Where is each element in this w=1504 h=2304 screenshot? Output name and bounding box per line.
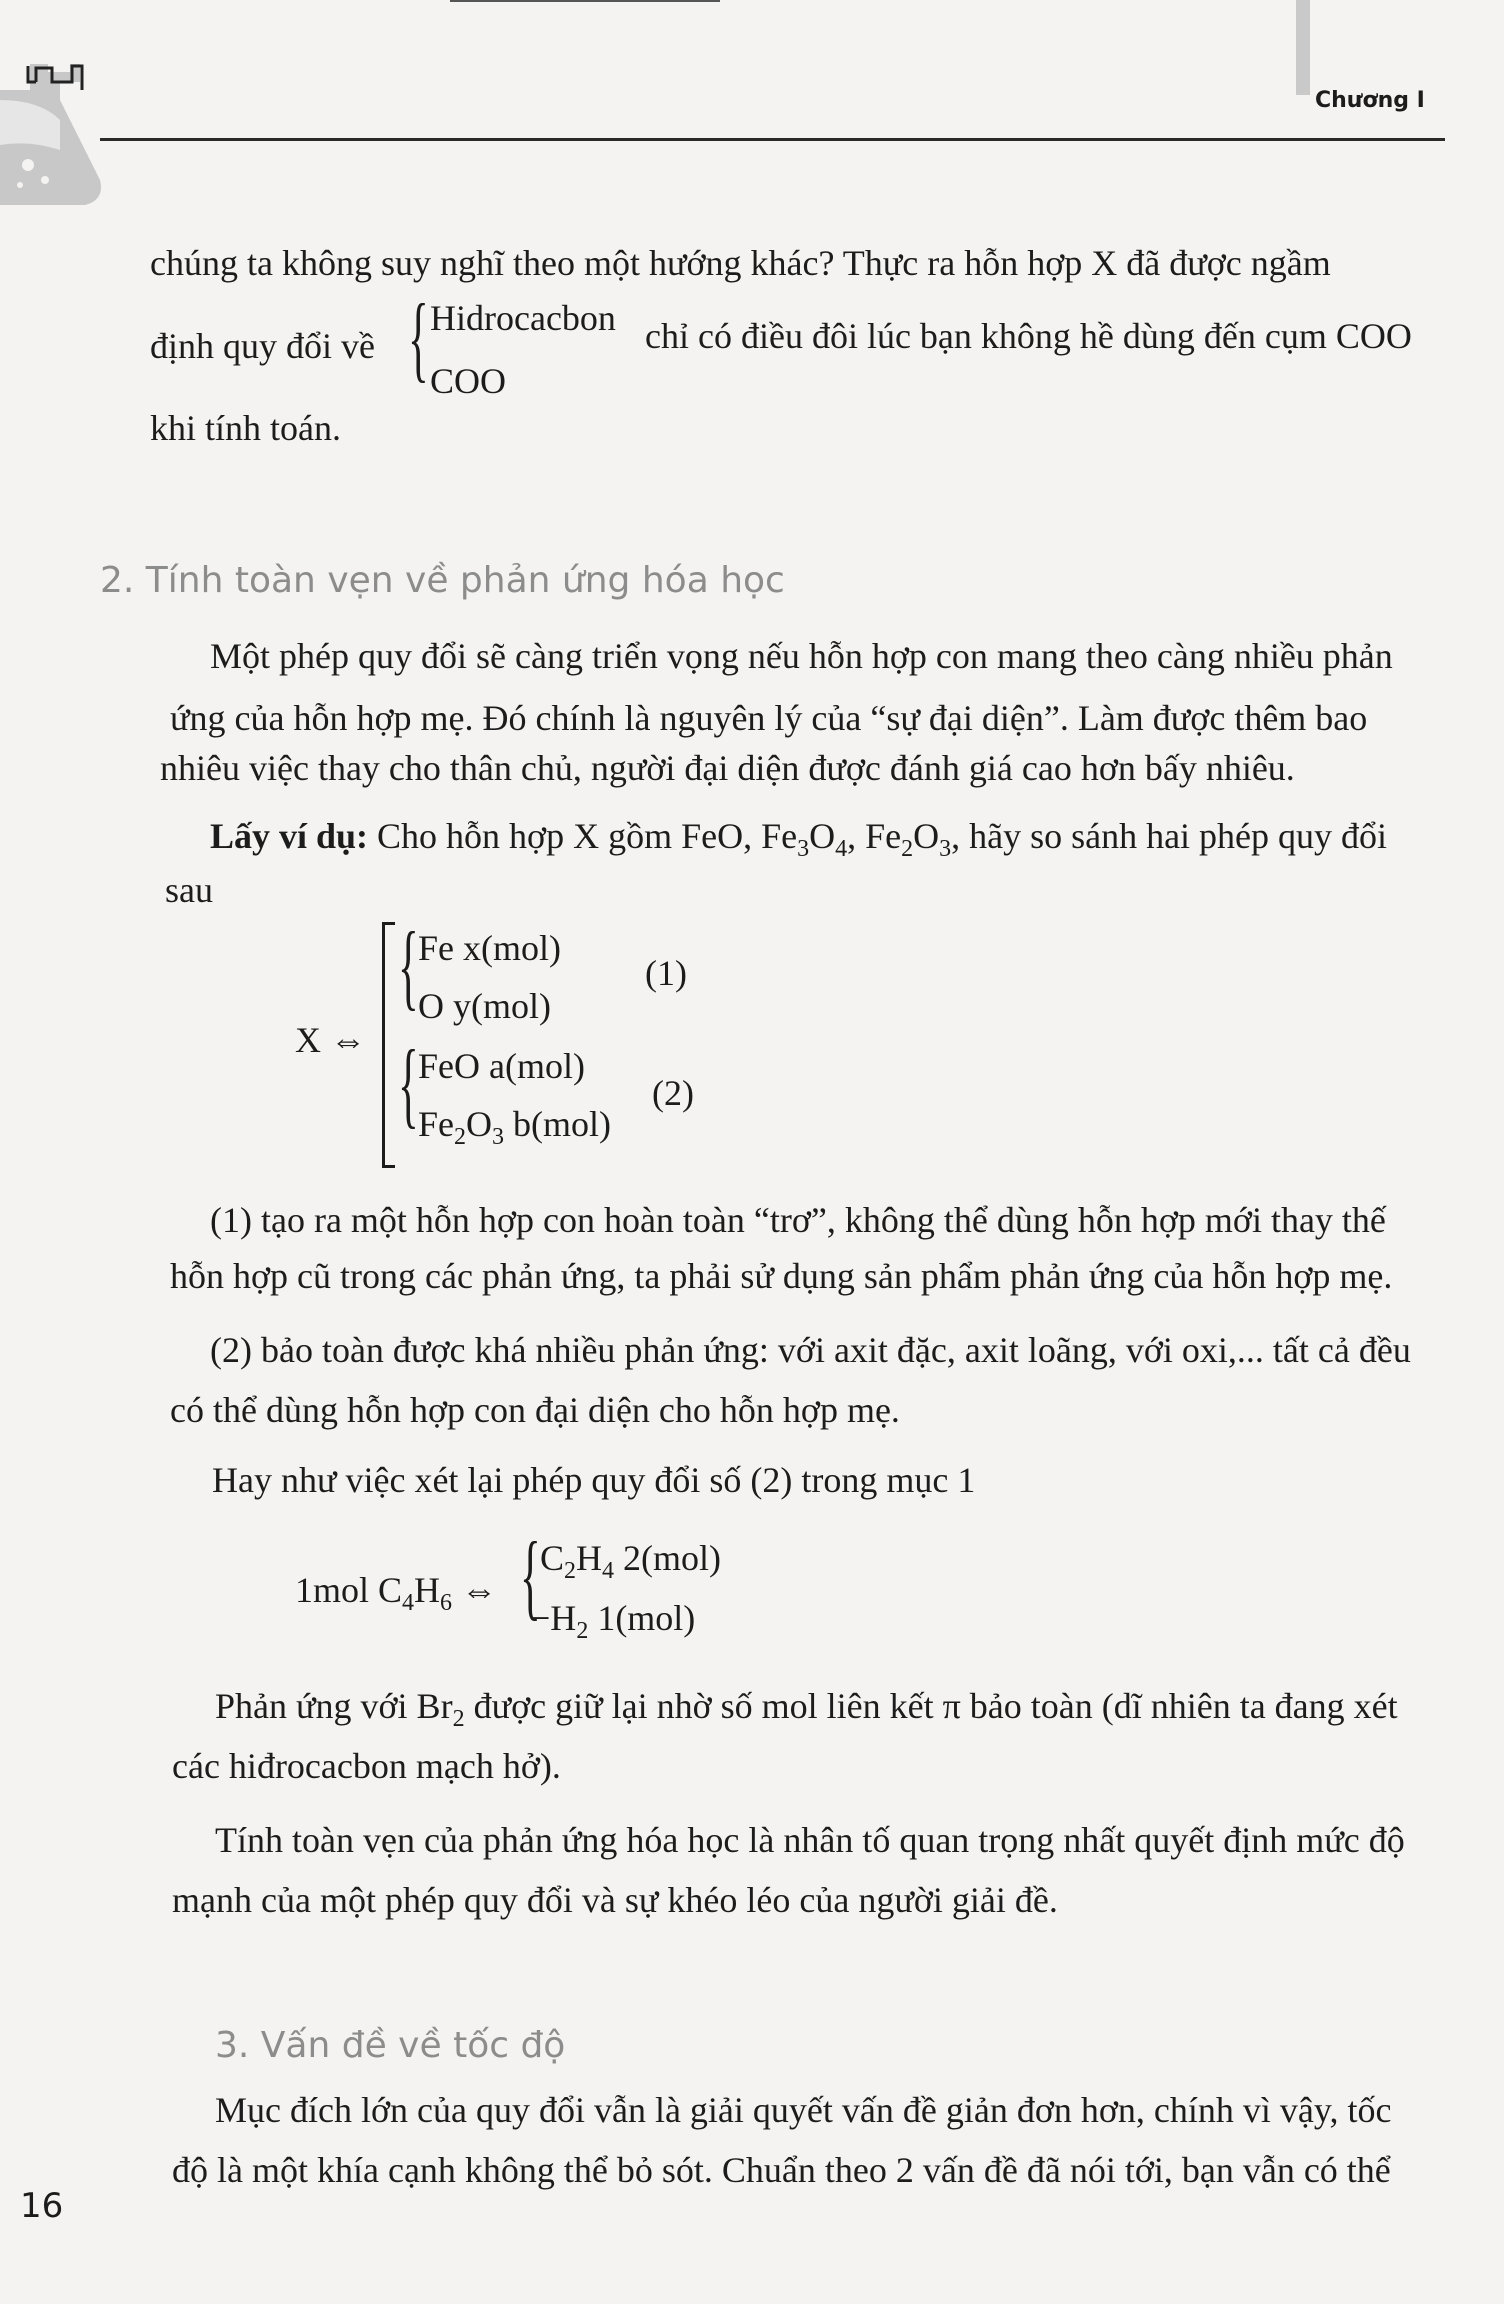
s2-p4: Hay như việc xét lại phép quy đổi số (2) trong mục 1 bbox=[212, 1460, 976, 1500]
eq-x: X ⇔ bbox=[295, 1020, 366, 1060]
eq2-brace: { bbox=[398, 1030, 419, 1137]
eq3-top: $C_2H_4$ 2(mol) bbox=[540, 1538, 721, 1585]
s2-p1-line-1: Một phép quy đổi sẽ càng triển vọng nếu hỗn hợp con mang theo càng nhiều phản bbox=[210, 636, 1393, 676]
flask-icon bbox=[0, 60, 110, 210]
intro-line-2-post: chỉ có điều đôi lúc bạn không hề dùng đến cụm COO bbox=[645, 316, 1412, 356]
chapter-tab bbox=[1296, 0, 1310, 95]
page-number: 16 bbox=[20, 2186, 64, 2226]
eq2-line-b: $Fe_2O_3$ b(mol) bbox=[418, 1104, 611, 1151]
eq1-brace: { bbox=[398, 912, 419, 1019]
eq-bracket bbox=[382, 922, 395, 1168]
eq2-label: (2) bbox=[652, 1073, 694, 1113]
s3-p1-line-1: Mục đích lớn của quy đổi vẫn là giải quyết vấn đề giản đơn hơn, chính vì vậy, tốc bbox=[215, 2090, 1392, 2130]
s2-p5-line-2: các hiđrocacbon mạch hở). bbox=[172, 1746, 561, 1786]
s2-example-line-1: Lấy ví dụ: Cho hỗn hợp X gồm FeO, $Fe_3O_4$, $Fe_2O_3$, hãy so sánh hai phép quy đổi bbox=[210, 816, 1388, 863]
example-label: Lấy ví dụ: bbox=[210, 816, 369, 856]
s2-p1-line-2: ứng của hỗn hợp mẹ. Đó chính là nguyên lý của “sự đại diện”. Làm được thêm bao bbox=[170, 698, 1368, 738]
section-3-heading: 3. Vấn đề về tốc độ bbox=[215, 2025, 566, 2066]
section-2-heading: 2. Tính toàn vẹn về phản ứng hóa học bbox=[100, 560, 785, 601]
eq3-left: 1mol $C_4H_6$ ⇔ bbox=[295, 1570, 498, 1617]
top-rule bbox=[450, 0, 720, 2]
intro-line-3: khi tính toán. bbox=[150, 408, 341, 448]
s2-example-line-2: sau bbox=[165, 870, 213, 910]
intro-line-1: chúng ta không suy nghĩ theo một hướng khác? Thực ra hỗn hợp X đã được ngầm bbox=[150, 243, 1331, 283]
s2-p2-line-2: hỗn hợp cũ trong các phản ứng, ta phải sử dụng sản phẩm phản ứng của hỗn hợp mẹ. bbox=[170, 1256, 1393, 1296]
header-rule bbox=[100, 138, 1445, 141]
eq1-line-a: Fe x(mol) bbox=[418, 928, 561, 968]
eq1-label: (1) bbox=[645, 953, 687, 993]
s2-p1-line-3: nhiêu việc thay cho thân chủ, người đại diện được đánh giá cao hơn bấy nhiêu. bbox=[160, 748, 1295, 788]
eq3-bottom: $-H_2$ 1(mol) bbox=[530, 1598, 696, 1645]
intro-line-2-pre: định quy đổi về bbox=[150, 326, 375, 366]
intro-brace-top: Hidrocacbon bbox=[430, 298, 616, 338]
s2-p3-line-1: (2) bảo toàn được khá nhiều phản ứng: với axit đặc, axit loãng, với oxi,... tất cả đều bbox=[210, 1330, 1411, 1370]
chapter-label: Chương I bbox=[1315, 88, 1425, 113]
eq1-line-b: O y(mol) bbox=[418, 986, 551, 1026]
intro-brace-bottom: COO bbox=[430, 361, 507, 401]
s3-p1-line-2: độ là một khía cạnh không thể bỏ sót. Chuẩn theo 2 vấn đề đã nói tới, bạn vẫn có thể bbox=[172, 2150, 1391, 2190]
s2-p6-line-2: mạnh của một phép quy đổi và sự khéo léo của người giải đề. bbox=[172, 1880, 1058, 1920]
s2-p3-line-2: có thể dùng hỗn hợp con đại diện cho hỗn hợp mẹ. bbox=[170, 1390, 900, 1430]
s2-p2-line-1: (1) tạo ra một hỗn hợp con hoàn toàn “trơ”, không thể dùng hỗn hợp mới thay thế bbox=[210, 1200, 1386, 1240]
s2-p6-line-1: Tính toàn vẹn của phản ứng hóa học là nhân tố quan trọng nhất quyết định mức độ bbox=[215, 1820, 1405, 1860]
intro-brace: { bbox=[408, 284, 429, 391]
s2-p5-line-1: Phản ứng với $Br_2$ được giữ lại nhờ số mol liên kết π bảo toàn (dĩ nhiên ta đang xét bbox=[215, 1686, 1398, 1733]
eq2-line-a: FeO a(mol) bbox=[418, 1046, 585, 1086]
eq3-brace: { bbox=[520, 1522, 541, 1629]
